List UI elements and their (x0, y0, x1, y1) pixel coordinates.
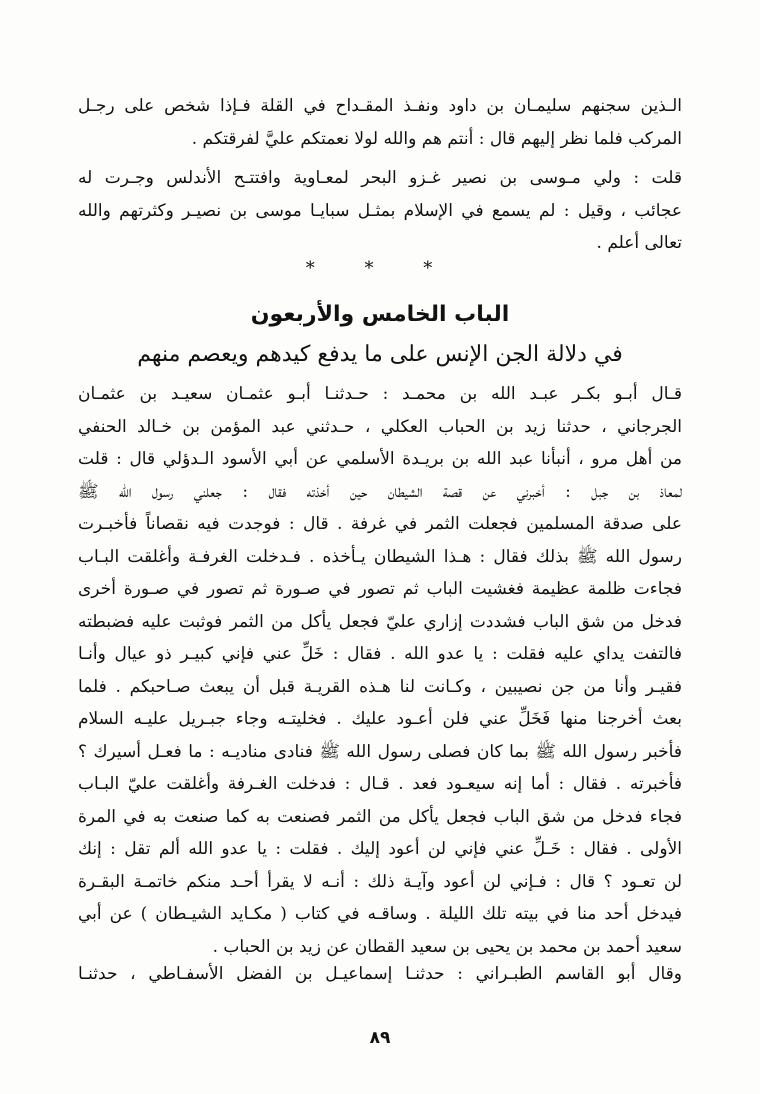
page-number: ٨٩ (369, 1028, 391, 1048)
text-line: قلت : ولي مـوسى بن نصير غـزو البحر لمعـاوية وافتتـح الأندلس وجـرت له (78, 168, 682, 188)
text-line: الأولى . فقال : خَـلِّ عني فإني لن أعود إليك . فقلت : يا عدو الله ألم تقل : إنك (78, 839, 682, 859)
text-line: فأخبرته . فقال : أما إنه سيعـود فعد . قـال : فدخلت الغـرفة وأغلقت عليّ البـاب (78, 774, 682, 794)
text-line: سعيد أحمد بن محمد بن يحيى بن سعيد القطان عن زيد بن الحباب . (212, 936, 682, 957)
text-line: فقيـر وأنا من جن نصيبين ، وكـانت لنا هـذه القريـة قبل أن يبعث صـاحبكم . فلما (78, 676, 682, 697)
section-separator: * * * (305, 258, 455, 279)
text-line: من أهل مرو ، أنبأنا عبد الله بن بريـدة الأسلمي عن أبي الأسود الـدؤلي قال : قلت (78, 449, 682, 469)
text-line: فالتفت يداي عليه فقلت : يا عدو الله . فقال : خَلِّ عني فإني كبيـر ذو عيال وأنـا (78, 644, 682, 664)
chapter-title: الباب الخامس والأربعون (250, 302, 510, 327)
text-line: فأخبر رسول الله ﷺ بما كان فصلى رسول الله ﷺ فنادى مناديـه : ما فعـل أسيرك ؟ (78, 741, 682, 762)
text-line: تعالى أعلم . (596, 233, 682, 253)
text-line: لن تعـود ؟ قال : فـإني لن أعود وآيـة ذلك : أنـه لا يقرأ أحـد منكم خاتمـة البقـرة (78, 871, 682, 892)
text-line: فجاء فدخل من شق الباب فجعل يأكل من الثمر فصنعت به كما صنعت به في المرة (78, 806, 682, 827)
text-line: المركب فلما نظر إليهم قال : أنتم هم والله لولا نعمتكم عليَّ لفرقتكم . (191, 128, 682, 149)
text-line: الجرجاني ، حدثنا زيد بن الحباب العكلي ، حـدثني عبد المؤمن بن خـالد الحنفي (78, 416, 682, 437)
text-line: وقال أبو القاسم الطبـراني : حدثنـا إسماعيـل بن الفضل الأسفـاطي ، حدثنـا (78, 964, 682, 984)
top-paragraph (78, 90, 682, 155)
text-line: فجاءت ظلمة عظيمة فغشيت الباب ثم تصور في صـورة ثم تصور في صـورة أخرى (78, 579, 682, 599)
main-paragraph (78, 378, 682, 963)
chapter-subtitle: في دلالة الجن الإنس على ما يدفع كيدهم ويعصم منهم (137, 342, 623, 367)
text-line: قـال أبـو بكـر عبـد الله بن محمـد : حـدثنـا أبـو عثمـان سعيـد بن عثمـان (78, 384, 682, 404)
closing-paragraph (78, 958, 682, 991)
text-line: فيدخل أحد منا في بيته تلك الليلة . وساقـه في كتاب ( مكـايد الشيـطان ) عن أبي (78, 904, 682, 924)
text-line: عجائب ، وقيل : لم يسمع في الإسلام بمثـل سبايـا موسى بن نصيـر وكثرتهم والله (78, 200, 682, 221)
text-line: بعث أخرجنا منها فَخَلِّ عني فلن أعـود عليك . فخليتـه وجاء جبـريل عليـه السلام (78, 709, 682, 729)
text-line: على صدقة المسلمين فجعلت الثمر في غرفة . قال : فوجدت فيه نقصاناً فأخبـرت (78, 514, 682, 534)
text-line: فدخل من شق الباب فشددت إزاري عليّ فجعل يأكل من الثمر فوثبت عليه فضبطته (78, 611, 682, 632)
note-paragraph (78, 162, 682, 260)
text-line: الـذين سجنهم سليمـان بن داود ونفـذ المقـداح في القلة فـإذا شخص على رجـل (78, 96, 682, 116)
text-line: رسول الله ﷺ بذلك فقال : هـذا الشيطان يـأخذه . فـدخلت الغرفـة وأغلقت البـاب (78, 546, 682, 567)
text-line: لمعاذ بن جبل : أخبرني عن قصة الشيطان حين أخذته فقال : جعلني رسول الله ﷺ (78, 481, 682, 502)
